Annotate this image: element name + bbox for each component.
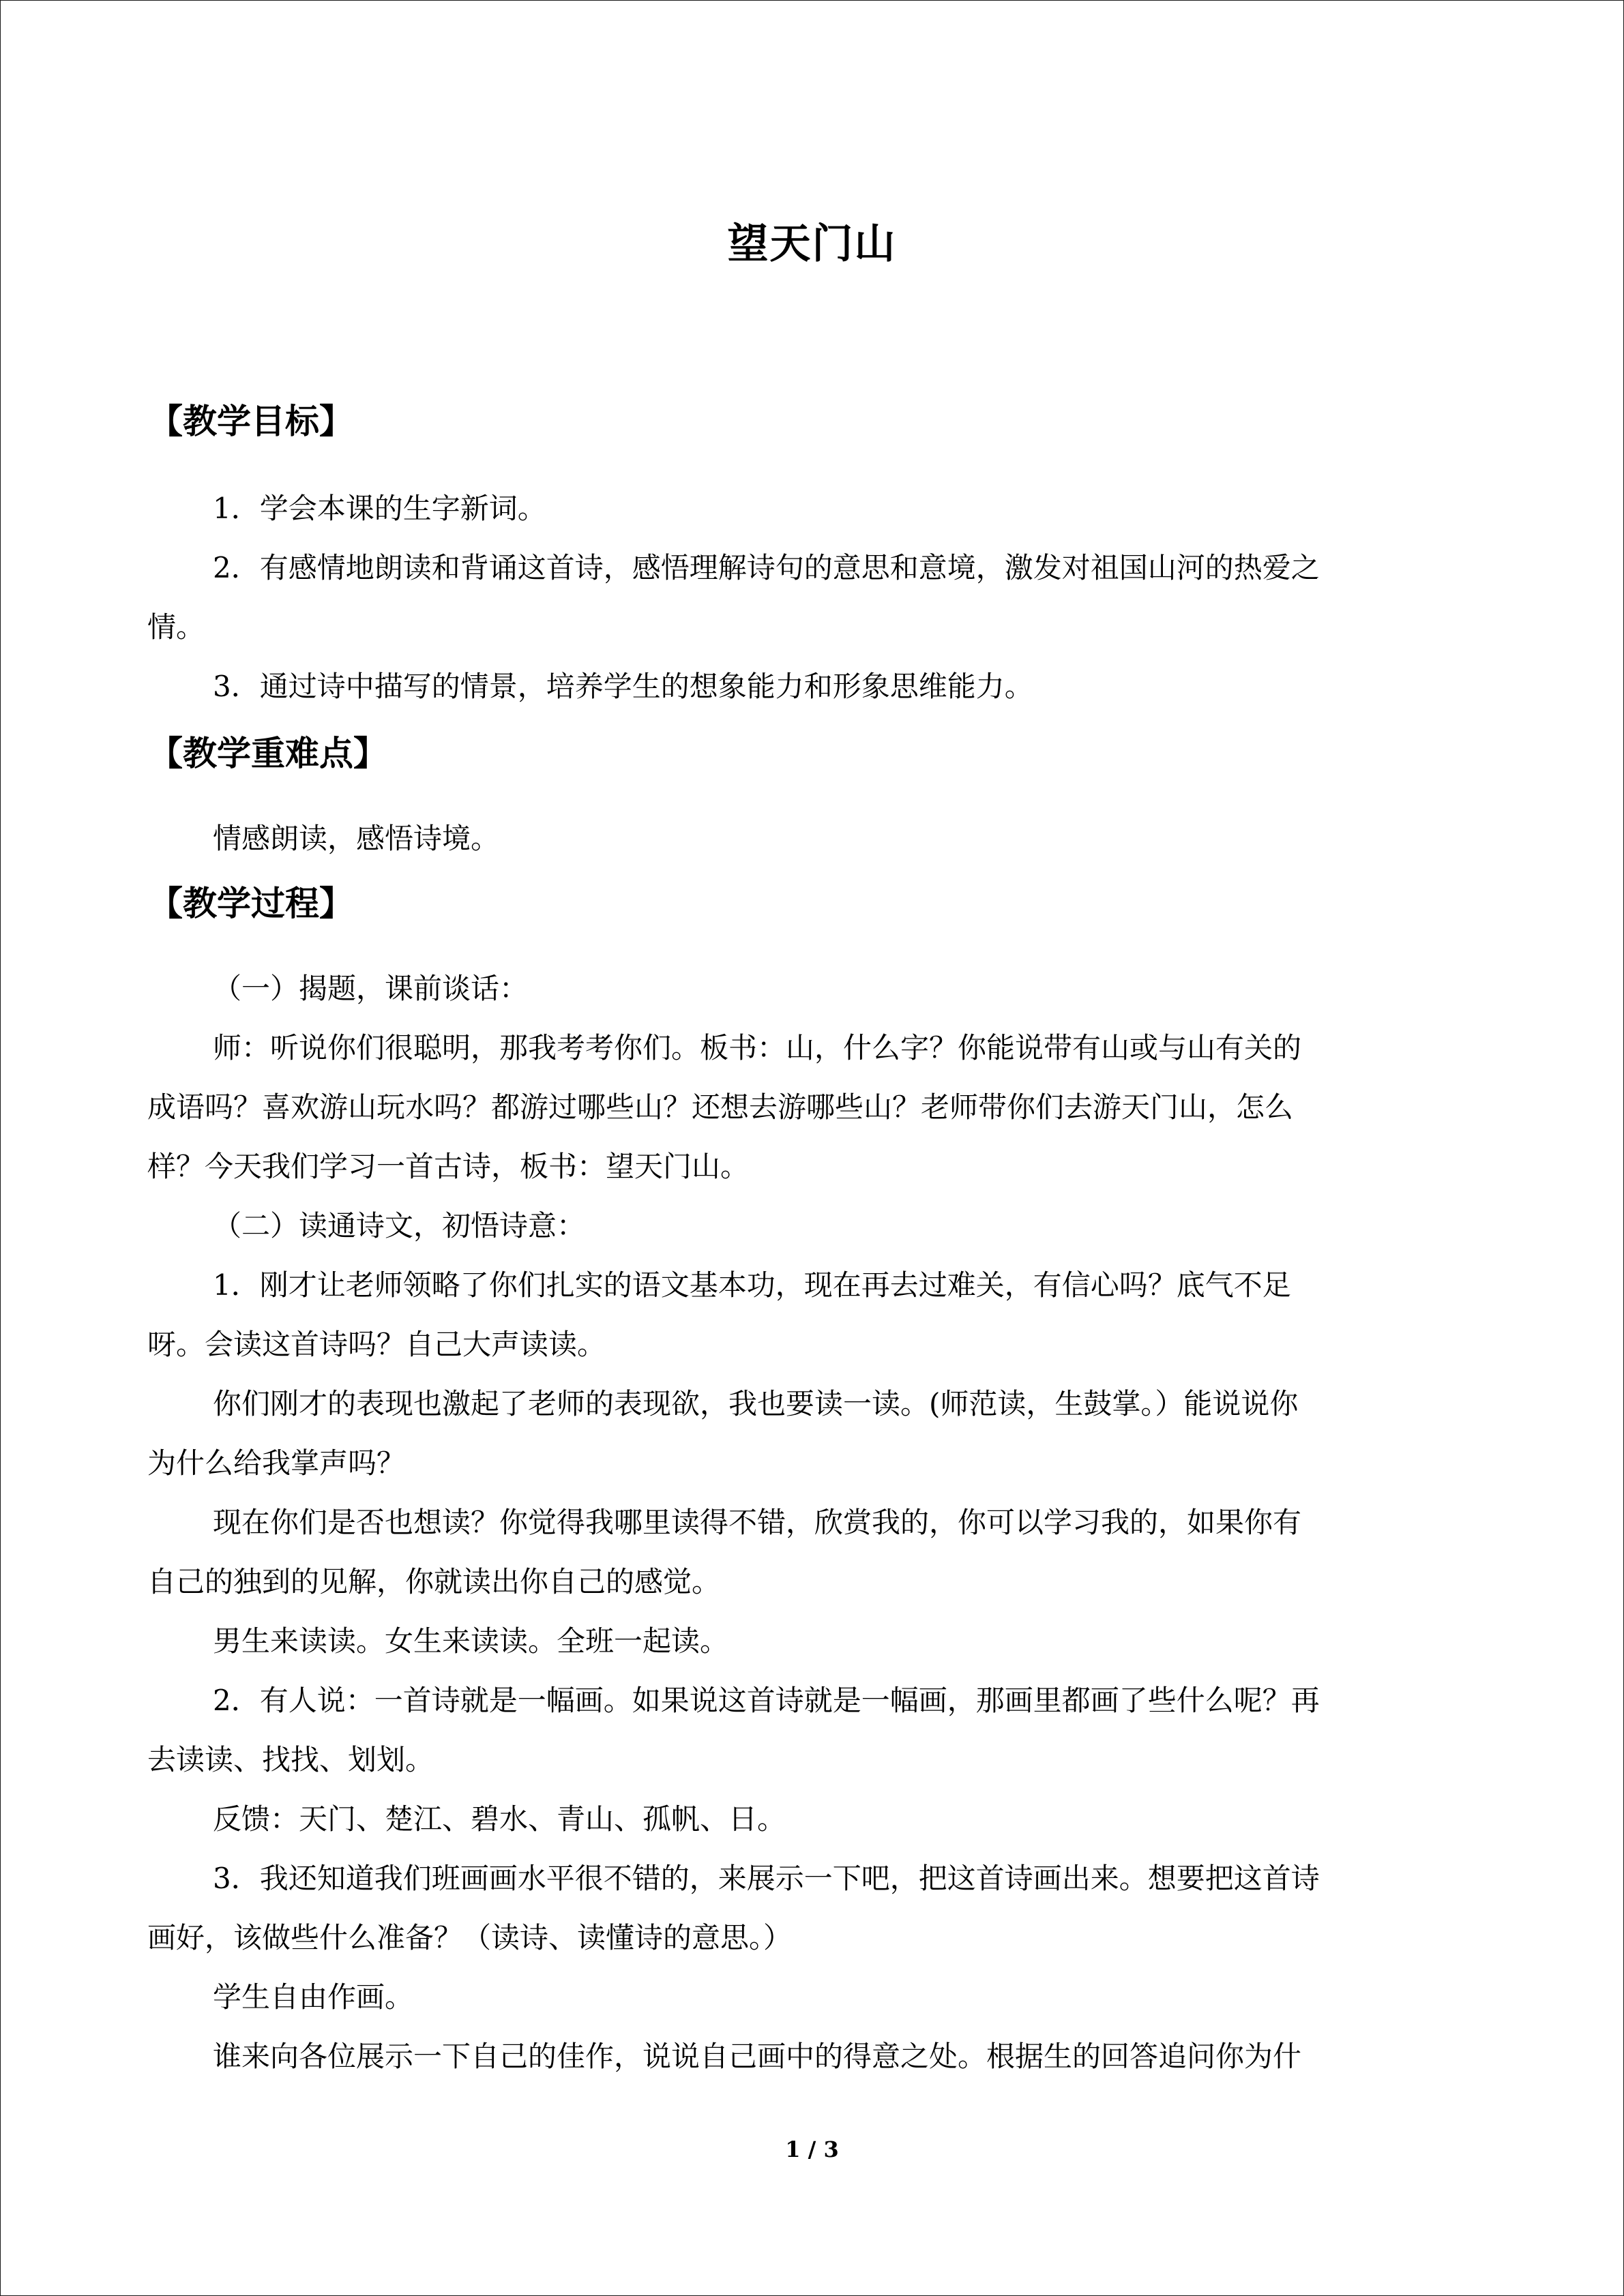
process-line: 现在你们是否也想读？你觉得我哪里读得不错，欣赏我的，你可以学习我的，如果你有 [213,1506,1302,1539]
process-line: 师：听说你们很聪明，那我考考你们。板书：山，什么字？你能说带有山或与山有关的 [213,1031,1302,1064]
process-line: 成语吗？喜欢游山玩水吗？都游过哪些山？还想去游哪些山？老师带你们去游天门山，怎么 [147,1090,1294,1124]
process-line: 反馈：天门、楚江、碧水、青山、孤帆、日。 [213,1802,786,1836]
heading-teaching-objectives: 【教学目标】 [149,402,353,441]
process-line: （一）揭题，课前谈话： [213,972,529,1005]
process-line: 1．刚才让老师领略了你们扎实的语文基本功，现在再去过难关，有信心吗？底气不足 [213,1268,1291,1302]
objective-item: 3．通过诗中描写的情景，培养学生的想象能力和形象思维能力。 [213,670,1033,703]
keypoint-item: 情感朗读，感悟诗境。 [213,822,500,855]
page-number: 1 / 3 [785,2136,839,2162]
process-line: 你们刚才的表现也激起了老师的表现欲，我也要读一读。(师范读，生鼓掌。）能说说你 [213,1387,1299,1420]
process-line: 为什么给我掌声吗？ [147,1446,406,1480]
process-line: 2．有人说：一首诗就是一幅画。如果说这首诗就是一幅画，那画里都画了些什么呢？再 [213,1684,1320,1717]
process-line: 谁来向各位展示一下自己的佳作，说说自己画中的得意之处。根据生的回答追问你为什 [213,2040,1302,2073]
objective-item: 1．学会本课的生字新词。 [213,492,546,525]
objective-item-continued: 情。 [147,610,205,644]
heading-key-difficulties: 【教学重难点】 [149,734,387,773]
process-line: 去读读、找找、划划。 [147,1743,434,1776]
process-line: 男生来读读。女生来读读。全班一起读。 [213,1624,729,1658]
heading-teaching-process: 【教学过程】 [149,884,353,923]
process-line: 样？今天我们学习一首古诗，板书：望天门山。 [147,1150,750,1183]
document-title: 望天门山 [727,220,897,268]
process-line: 3．我还知道我们班画画水平很不错的，来展示一下吧，把这首诗画出来。想要把这首诗 [213,1862,1320,1895]
objective-item: 2．有感情地朗读和背诵这首诗，感悟理解诗句的意思和意境，激发对祖国山河的热爱之 [213,551,1320,584]
process-line: 学生自由作画。 [213,1980,414,2014]
process-line: 自己的独到的见解，你就读出你自己的感觉。 [147,1565,721,1598]
process-line: 呀。会读这首诗吗？自己大声读读。 [147,1328,606,1361]
process-line: 画好，该做些什么准备？（读诗、读懂诗的意思。） [147,1921,793,1954]
process-line: （二）读通诗文，初悟诗意： [213,1209,586,1242]
